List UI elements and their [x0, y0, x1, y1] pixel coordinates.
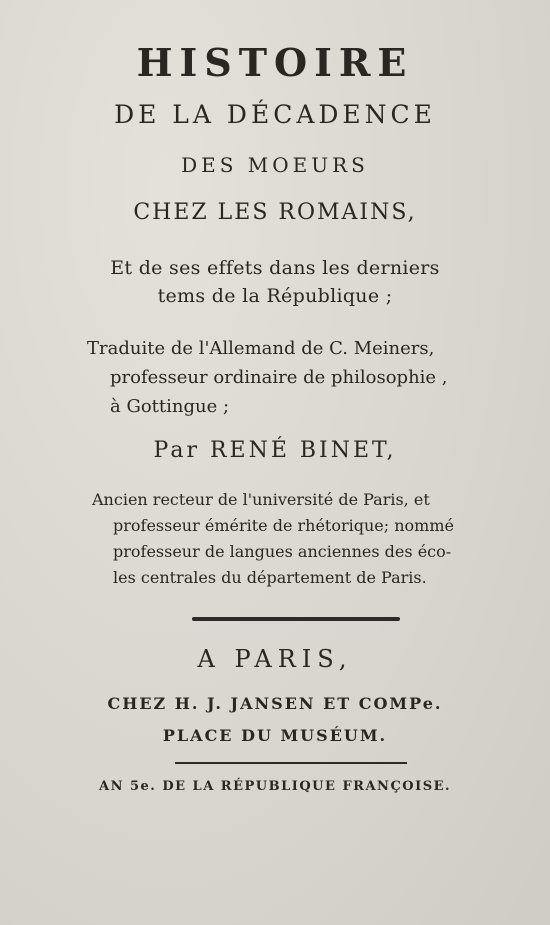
- title-line-1: HISTOIRE: [136, 40, 414, 85]
- imprint-city: A PARIS,: [197, 645, 353, 673]
- subtitle-line-2: tems de la République ;: [157, 285, 393, 307]
- imprint-date: AN 5e. DE LA RÉPUBLIQUE FRANÇOISE.: [98, 779, 452, 794]
- subtitle-line-1: Et de ses effets dans les derniers: [110, 257, 440, 279]
- imprint-publisher: CHEZ H. J. JANSEN ET COMPe.: [107, 694, 443, 713]
- title-line-3: DES MOEURS: [181, 153, 369, 177]
- credentials-line-4: les centrales du département de Paris.: [113, 568, 427, 587]
- title-line-2: DE LA DÉCADENCE: [114, 100, 436, 129]
- translation-line-1: Traduite de l'Allemand de C. Meiners,: [87, 338, 435, 359]
- translation-line-3: à Gottingue ;: [110, 396, 230, 417]
- ornamental-rule: [192, 617, 400, 621]
- imprint-rule: [175, 762, 407, 764]
- translation-line-2: professeur ordinaire de philosophie ,: [110, 367, 448, 388]
- credentials-line-1: Ancien recteur de l'université de Paris, et: [92, 490, 430, 509]
- imprint-address: PLACE DU MUSÉUM.: [162, 726, 388, 745]
- title-line-4: CHEZ LES ROMAINS,: [133, 200, 417, 225]
- translator-byline: Par RENÉ BINET,: [153, 438, 397, 463]
- credentials-line-2: professeur émérite de rhétorique; nommé: [113, 516, 454, 535]
- credentials-line-3: professeur de langues anciennes des éco-: [113, 542, 452, 561]
